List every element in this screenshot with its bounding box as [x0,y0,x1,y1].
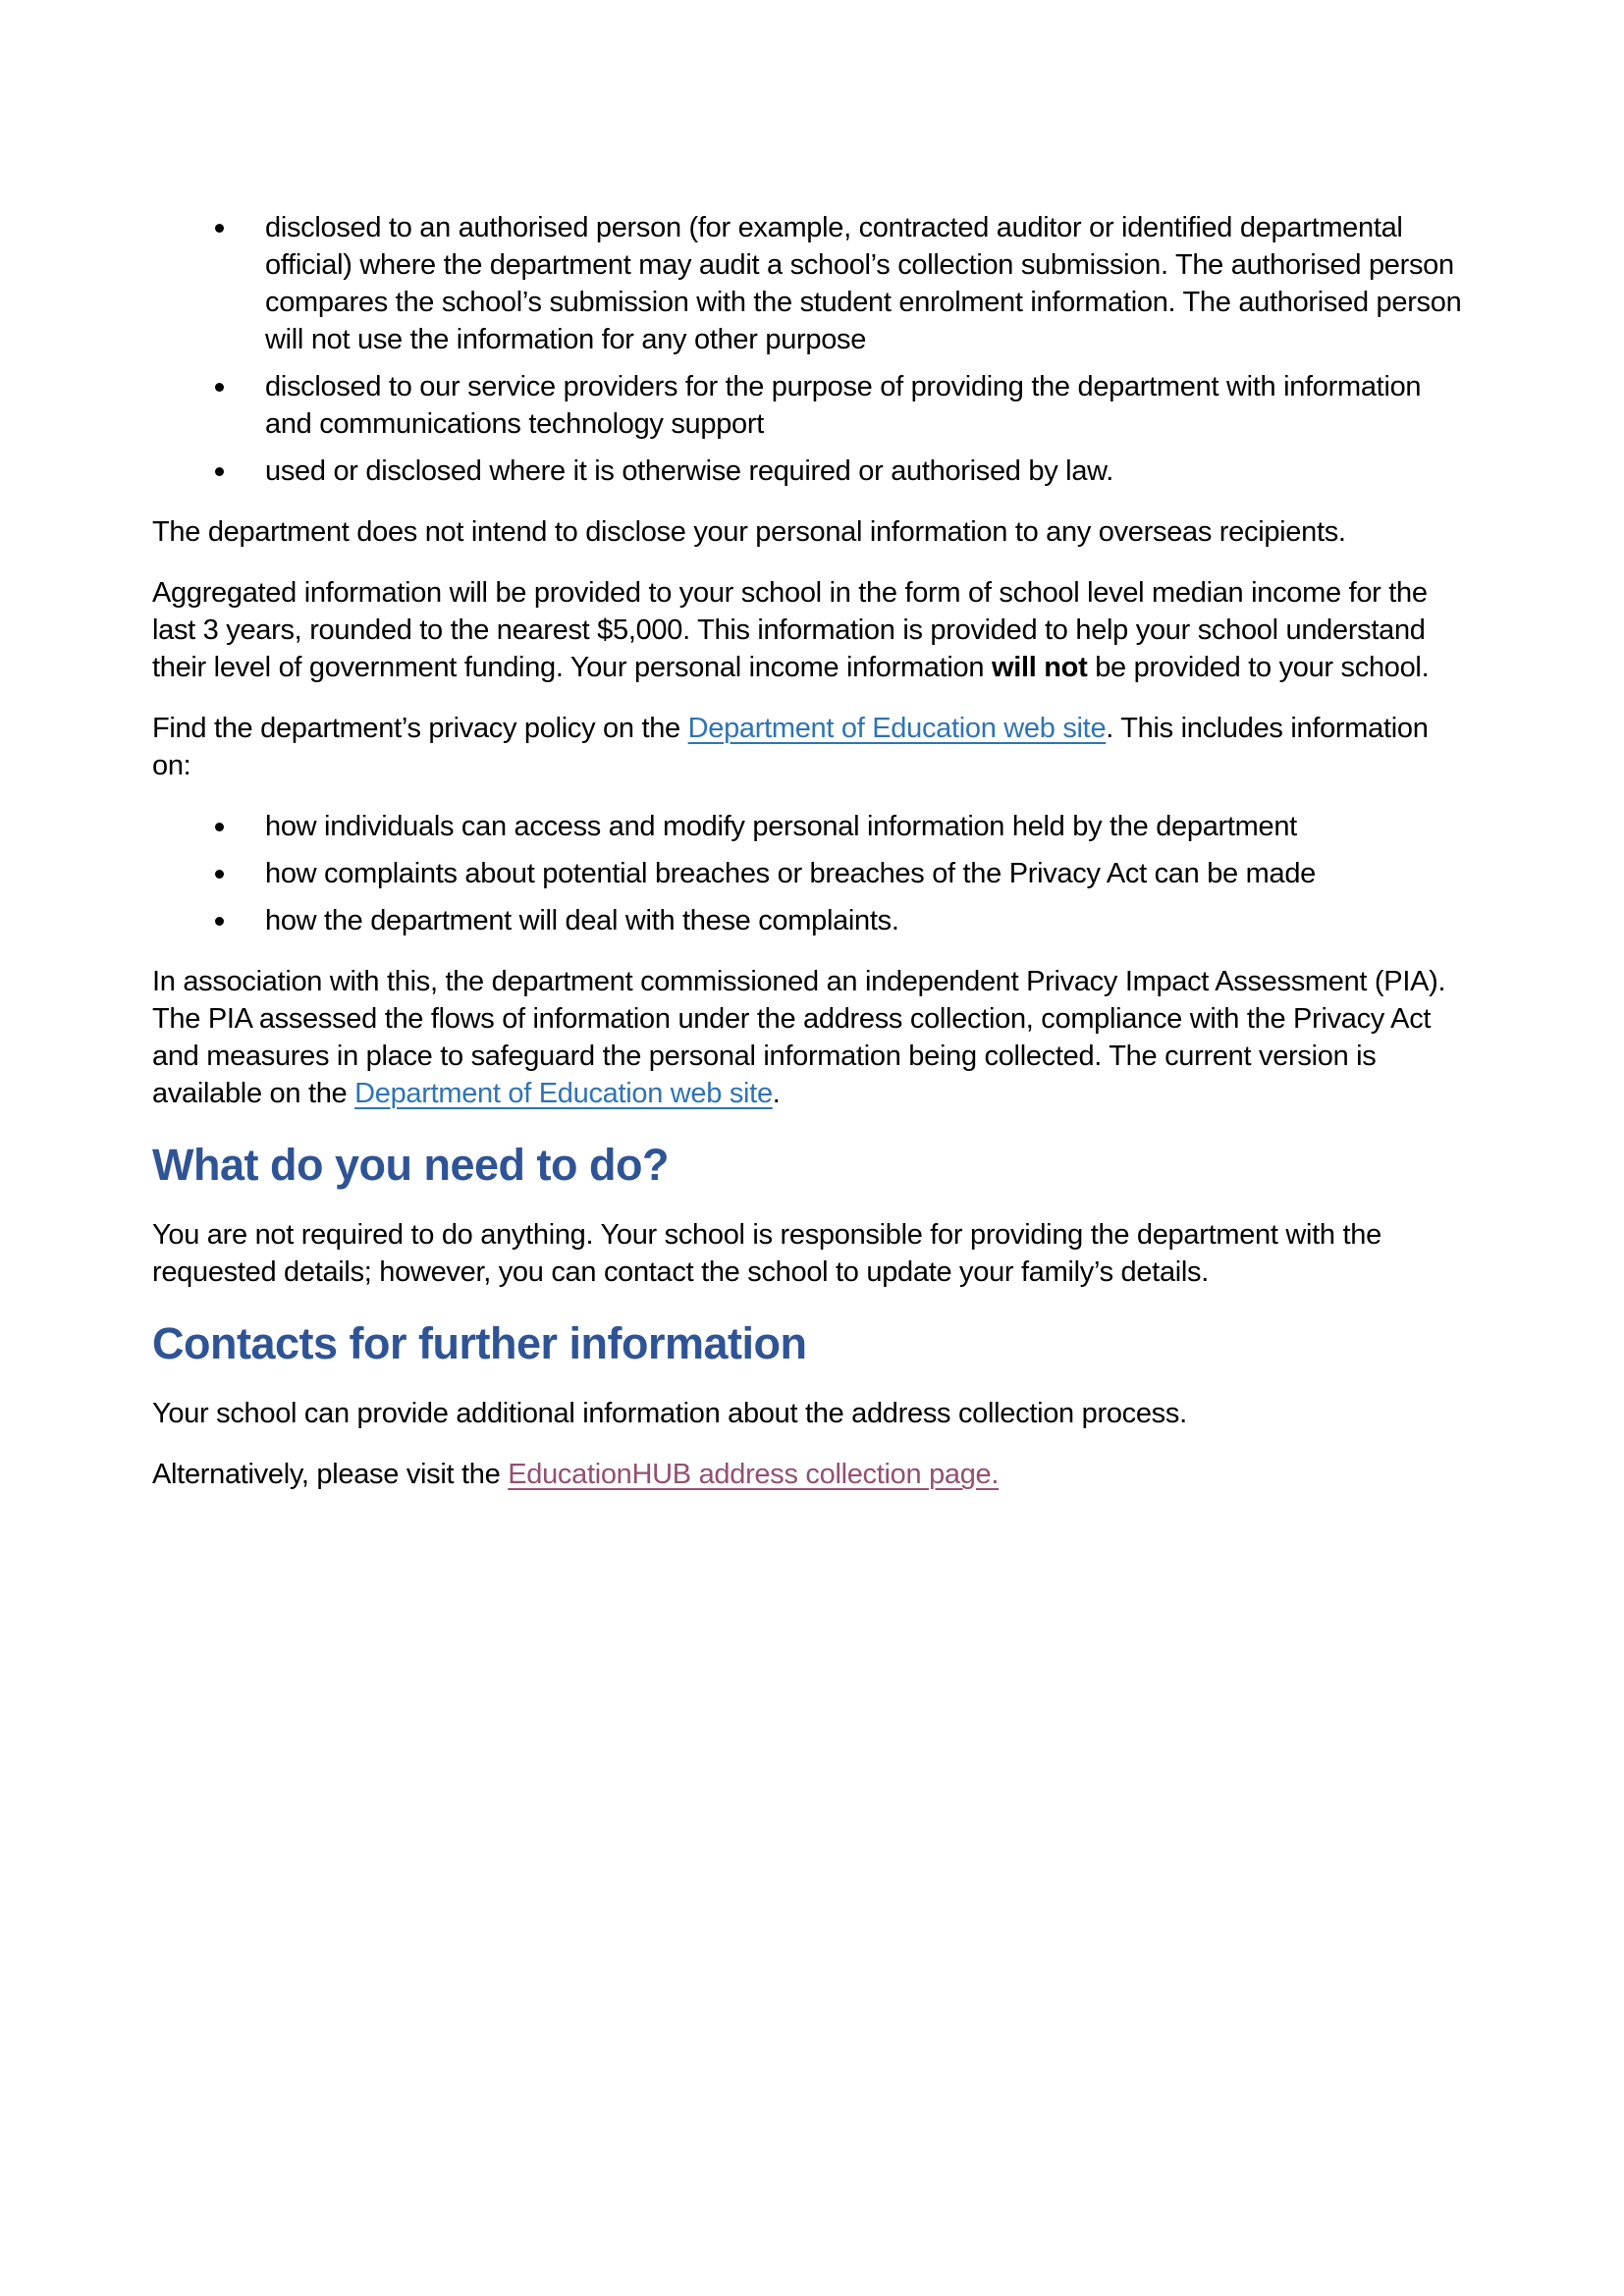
document-content [152,209,1473,1517]
privacy-info-bullet-list [152,808,1473,939]
bold-will-not: will not [991,652,1088,683]
bullet-item-deal-complaints: how the department will deal with these complaints. [152,902,1473,939]
text-run: In association with this, the department commissioned an independent Privacy Impact Assessment (PIA). The PIA assessed the flows of information under the address collection, compliance with the Privacy Act and measures in place to safeguard the personal information being collected. The current version is available on the [152,966,1446,1109]
text-run: Alternatively, please visit the [152,1459,509,1490]
text-run: Find the department’s privacy policy on the [152,713,688,744]
bullet-item-service-providers: disclosed to our service providers for the purpose of providing the department with information and communications technology support [152,368,1473,443]
text-run: Aggregated information will be provided to your school in the form of school level median income for the last 3 years, rounded to the nearest $5,000. This information is provided to help your school understand their level of government funding. Your personal income information [152,577,1428,683]
paragraph-overseas: The department does not intend to disclose your personal information to any overseas recipients. [152,516,1346,548]
paragraph-pia [152,963,1473,1112]
disclosure-bullet-list [152,209,1473,490]
paragraph-school-info: Your school can provide additional information about the address collection process. [152,1398,1187,1429]
paragraph-what-to-do: You are not required to do anything. Your school is responsible for providing the department with the requested details; however, you can contact the school to update your family’s details. [152,1219,1381,1288]
heading-contacts: Contacts for further information [152,1318,807,1368]
text-run: be provided to your school. [1087,652,1430,683]
bullet-item-access-modify: how individuals can access and modify personal information held by the department [152,808,1473,845]
paragraph-privacy-policy [152,710,1473,784]
heading-what-do-you-need-to-do: What do you need to do? [152,1140,669,1190]
paragraph-alternative [152,1456,1473,1493]
department-of-education-link[interactable]: Department of Education web site [354,1078,773,1109]
text-run: . [772,1078,781,1109]
department-of-education-link[interactable]: Department of Education web site [687,713,1107,744]
educationhub-link[interactable]: EducationHUB address collection page. [508,1459,1000,1490]
bullet-item-authorised-person: disclosed to an authorised person (for example, contracted auditor or identified departmental official) where the department may audit a school’s collection submission. The authorised person compares the school’s submission with the student enrolment information. The authorised person will not use the information for any other purpose [152,209,1473,358]
paragraph-aggregated [152,574,1473,686]
text-run: . This includes information on: [152,713,1429,781]
bullet-item-required-by-law: used or disclosed where it is otherwise required or authorised by law. [152,453,1473,490]
bullet-item-complaints: how complaints about potential breaches or breaches of the Privacy Act can be made [152,855,1473,892]
